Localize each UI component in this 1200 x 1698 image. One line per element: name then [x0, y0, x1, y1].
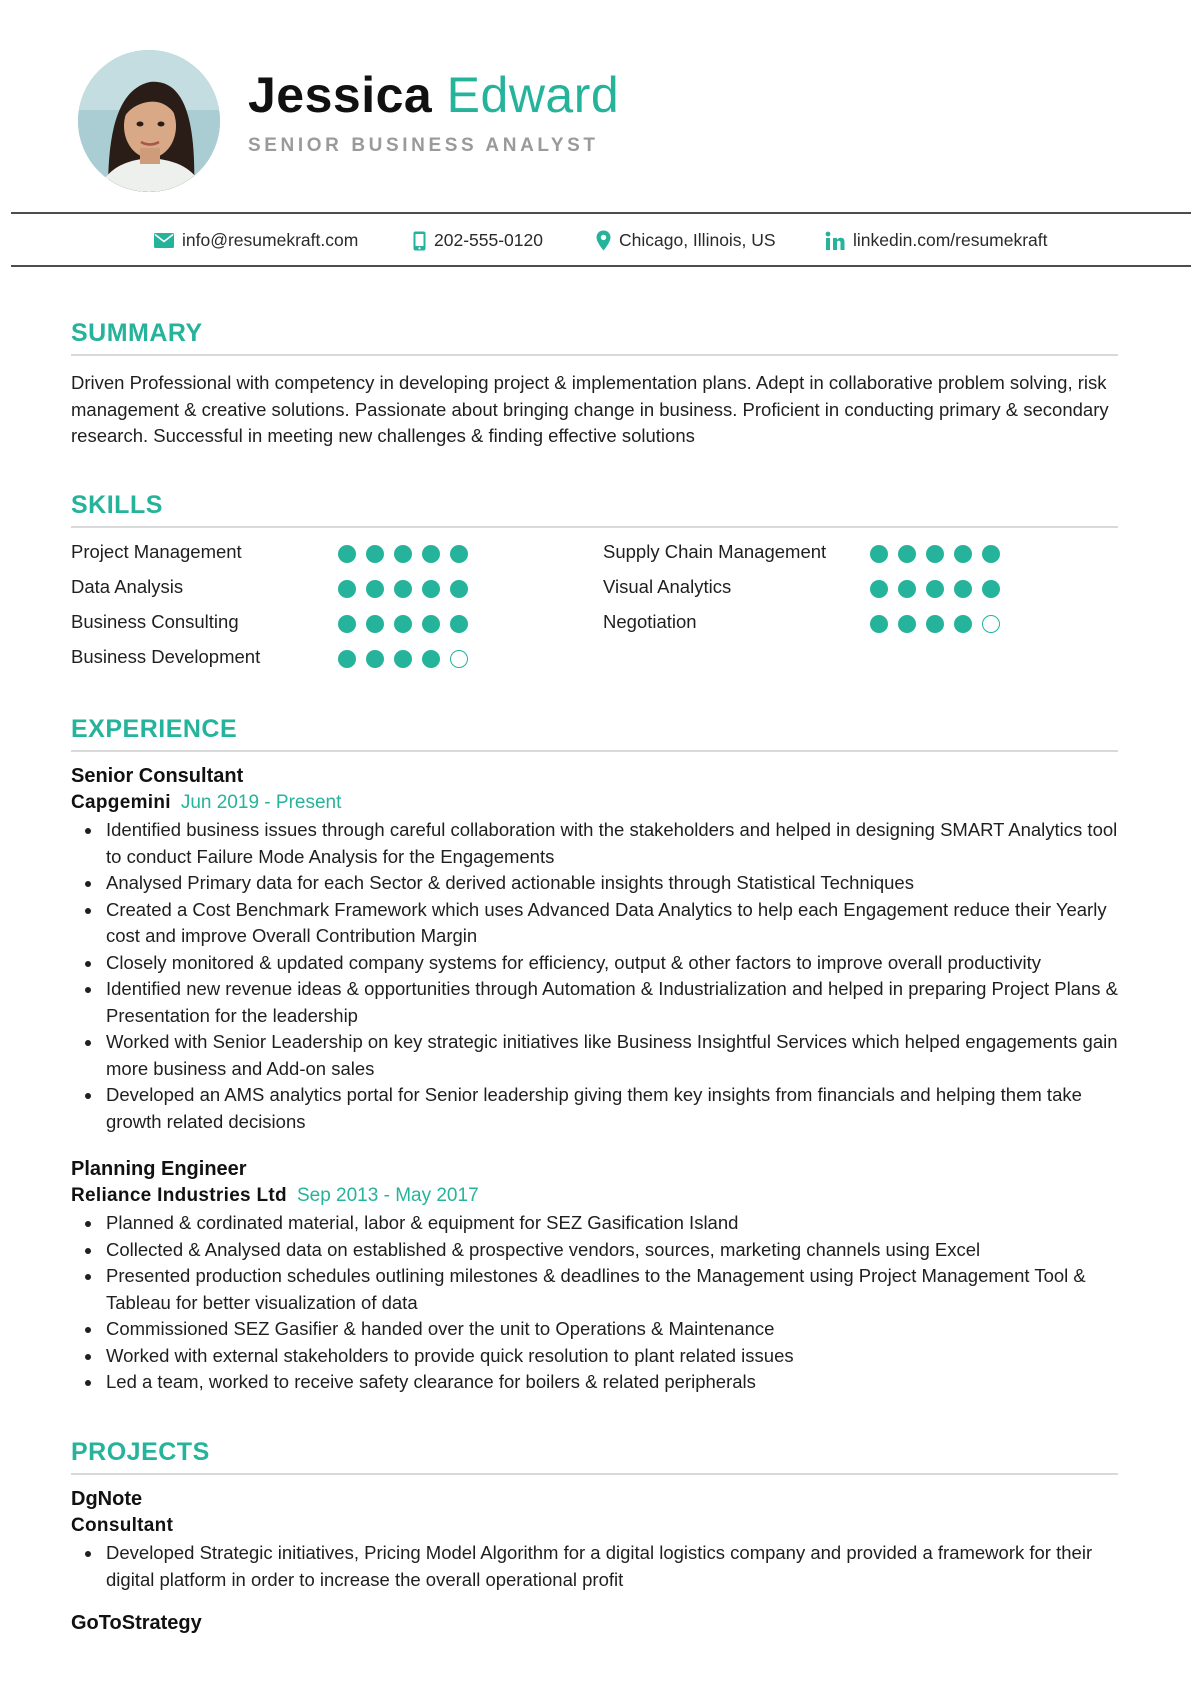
- rating-dot-filled: [982, 545, 1000, 563]
- profile-photo: [78, 50, 220, 192]
- summary-heading: SUMMARY: [71, 319, 203, 347]
- linkedin-text: linkedin.com/resumekraft: [853, 230, 1048, 250]
- skills-heading: SKILLS: [71, 491, 163, 519]
- email-icon: [154, 233, 174, 248]
- phone-text: 202-555-0120: [434, 230, 543, 250]
- rating-dot-filled: [422, 650, 440, 668]
- skills-divider: [71, 526, 1118, 528]
- contact-email[interactable]: [154, 230, 358, 251]
- rating-dot-empty: [450, 650, 468, 668]
- rating-dot-filled: [898, 580, 916, 598]
- skill-rating: [338, 650, 468, 668]
- rating-dot-filled: [954, 615, 972, 633]
- skill-rating: [338, 615, 468, 633]
- candidate-name: [248, 66, 619, 124]
- rating-dot-filled: [898, 545, 916, 563]
- rating-dot-filled: [982, 580, 1000, 598]
- list-item: Analysed Primary data for each Sector & derived actionable insights through Statistical Techniques: [71, 870, 1131, 897]
- rating-dot-filled: [366, 545, 384, 563]
- skill-name: Business Development: [71, 646, 261, 667]
- projects-divider: [71, 1473, 1118, 1475]
- skill-name: Visual Analytics: [603, 576, 732, 597]
- rating-dot-filled: [394, 580, 412, 598]
- job-company: Capgemini: [71, 792, 171, 813]
- rating-dot-filled: [338, 545, 356, 563]
- skill-rating: [870, 545, 1000, 563]
- list-item: Worked with external stakeholders to provide quick resolution to plant related issues: [71, 1343, 1131, 1370]
- rating-dot-filled: [926, 615, 944, 633]
- summary-divider: [71, 354, 1118, 356]
- list-item: Identified business issues through careful collaboration with the stakeholders and helped in designing SMART Analytics tool to conduct Failure Mode Analysis for the Engagements: [71, 817, 1131, 870]
- job-company: Reliance Industries Ltd: [71, 1185, 287, 1206]
- skill-name: Supply Chain Management: [603, 541, 827, 562]
- experience-divider: [71, 750, 1118, 752]
- rating-dot-filled: [870, 580, 888, 598]
- map-pin-icon: [596, 230, 611, 251]
- skill-rating: [338, 580, 468, 598]
- project-role-line: [71, 1515, 173, 1537]
- rating-dot-filled: [338, 580, 356, 598]
- experience-section: [71, 714, 1118, 744]
- last-name: Edward: [446, 67, 620, 123]
- summary-section: [71, 318, 1118, 348]
- job-company-line: [71, 1185, 479, 1207]
- contact-location: [596, 230, 776, 251]
- list-item: Planned & cordinated material, labor & equipment for SEZ Gasification Island: [71, 1210, 1131, 1237]
- linkedin-icon: [825, 231, 845, 251]
- job-title: SENIOR BUSINESS ANALYST: [248, 135, 599, 156]
- email-text: info@resumekraft.com: [182, 230, 359, 250]
- rating-dot-filled: [338, 650, 356, 668]
- project-bullets: [71, 1540, 1131, 1593]
- rating-dot-filled: [926, 545, 944, 563]
- portrait-photo-icon: [78, 50, 220, 192]
- rating-dot-filled: [422, 545, 440, 563]
- rating-dot-empty: [982, 615, 1000, 633]
- rating-dot-filled: [870, 545, 888, 563]
- rating-dot-filled: [450, 545, 468, 563]
- contact-phone[interactable]: [413, 230, 543, 251]
- job-dates: Jun 2019 - Present: [180, 792, 342, 813]
- list-item: Collected & Analysed data on established & prospective vendors, sources, marketing channels using Excel: [71, 1237, 1131, 1264]
- list-item: Closely monitored & updated company systems for efficiency, output & other factors to improve overall productivity: [71, 950, 1131, 977]
- resume-header: [0, 0, 1200, 210]
- job-bullets: [71, 817, 1131, 1135]
- job-role: Planning Engineer: [71, 1158, 247, 1180]
- summary-text: Driven Professional with competency in developing project & implementation plans. Adept in collaborative problem solving, risk management & creative solutions. Passionate about bringing change in business. Proficient in conducting primary & secondary research. Successful in meeting new challenges & finding effective solutions: [71, 372, 1109, 446]
- rating-dot-filled: [954, 580, 972, 598]
- project-name: DgNote: [71, 1488, 143, 1510]
- rating-dot-filled: [366, 580, 384, 598]
- skill-name: Project Management: [71, 541, 242, 562]
- rating-dot-filled: [394, 650, 412, 668]
- skill-name: Negotiation: [603, 611, 697, 632]
- rating-dot-filled: [338, 615, 356, 633]
- skill-rating: [870, 580, 1000, 598]
- experience-heading: EXPERIENCE: [71, 715, 238, 743]
- list-item: Presented production schedules outlining milestones & deadlines to the Management using Project Management Tool & Tableau for better visualization of data: [71, 1263, 1131, 1316]
- job-role: Senior Consultant: [71, 765, 244, 787]
- first-name: Jessica: [248, 67, 433, 123]
- skill-rating: [338, 545, 468, 563]
- list-item: Led a team, worked to receive safety clearance for boilers & related peripherals: [71, 1369, 1131, 1396]
- contact-linkedin[interactable]: [825, 230, 1048, 251]
- projects-heading: PROJECTS: [71, 1438, 210, 1466]
- projects-section: [71, 1437, 1118, 1467]
- rating-dot-filled: [394, 545, 412, 563]
- skill-name: Data Analysis: [71, 576, 184, 597]
- list-item: Commissioned SEZ Gasifier & handed over the unit to Operations & Maintenance: [71, 1316, 1131, 1343]
- rating-dot-filled: [422, 615, 440, 633]
- contact-bar: [11, 212, 1191, 267]
- project-name: GoToStrategy: [71, 1612, 202, 1634]
- skill-rating: [870, 615, 1000, 633]
- rating-dot-filled: [954, 545, 972, 563]
- rating-dot-filled: [870, 615, 888, 633]
- skills-section: [71, 490, 1118, 520]
- skill-name: Business Consulting: [71, 611, 239, 632]
- rating-dot-filled: [926, 580, 944, 598]
- rating-dot-filled: [422, 580, 440, 598]
- job-company-line: [71, 792, 341, 814]
- location-text: Chicago, Illinois, US: [619, 230, 776, 250]
- list-item: Developed an AMS analytics portal for Senior leadership giving them key insights from financials and helping them take growth related decisions: [71, 1082, 1131, 1135]
- rating-dot-filled: [898, 615, 916, 633]
- list-item: Identified new revenue ideas & opportunities through Automation & Industrialization and helped in preparing Project Plans & Presentation for the leadership: [71, 976, 1131, 1029]
- phone-icon: [413, 231, 426, 251]
- list-item: Developed Strategic initiatives, Pricing Model Algorithm for a digital logistics company and provided a framework for their digital platform in order to increase the overall operational profit: [71, 1540, 1131, 1593]
- job-dates: Sep 2013 - May 2017: [296, 1185, 479, 1206]
- project-role: Consultant: [71, 1515, 174, 1536]
- rating-dot-filled: [366, 650, 384, 668]
- rating-dot-filled: [366, 615, 384, 633]
- rating-dot-filled: [450, 580, 468, 598]
- list-item: Worked with Senior Leadership on key strategic initiatives like Business Insightful Services which helped engagements gain more business and Add-on sales: [71, 1029, 1131, 1082]
- rating-dot-filled: [450, 615, 468, 633]
- list-item: Created a Cost Benchmark Framework which uses Advanced Data Analytics to help each Engagement reduce their Yearly cost and improve Overall Contribution Margin: [71, 897, 1131, 950]
- job-bullets: [71, 1210, 1131, 1396]
- rating-dot-filled: [394, 615, 412, 633]
